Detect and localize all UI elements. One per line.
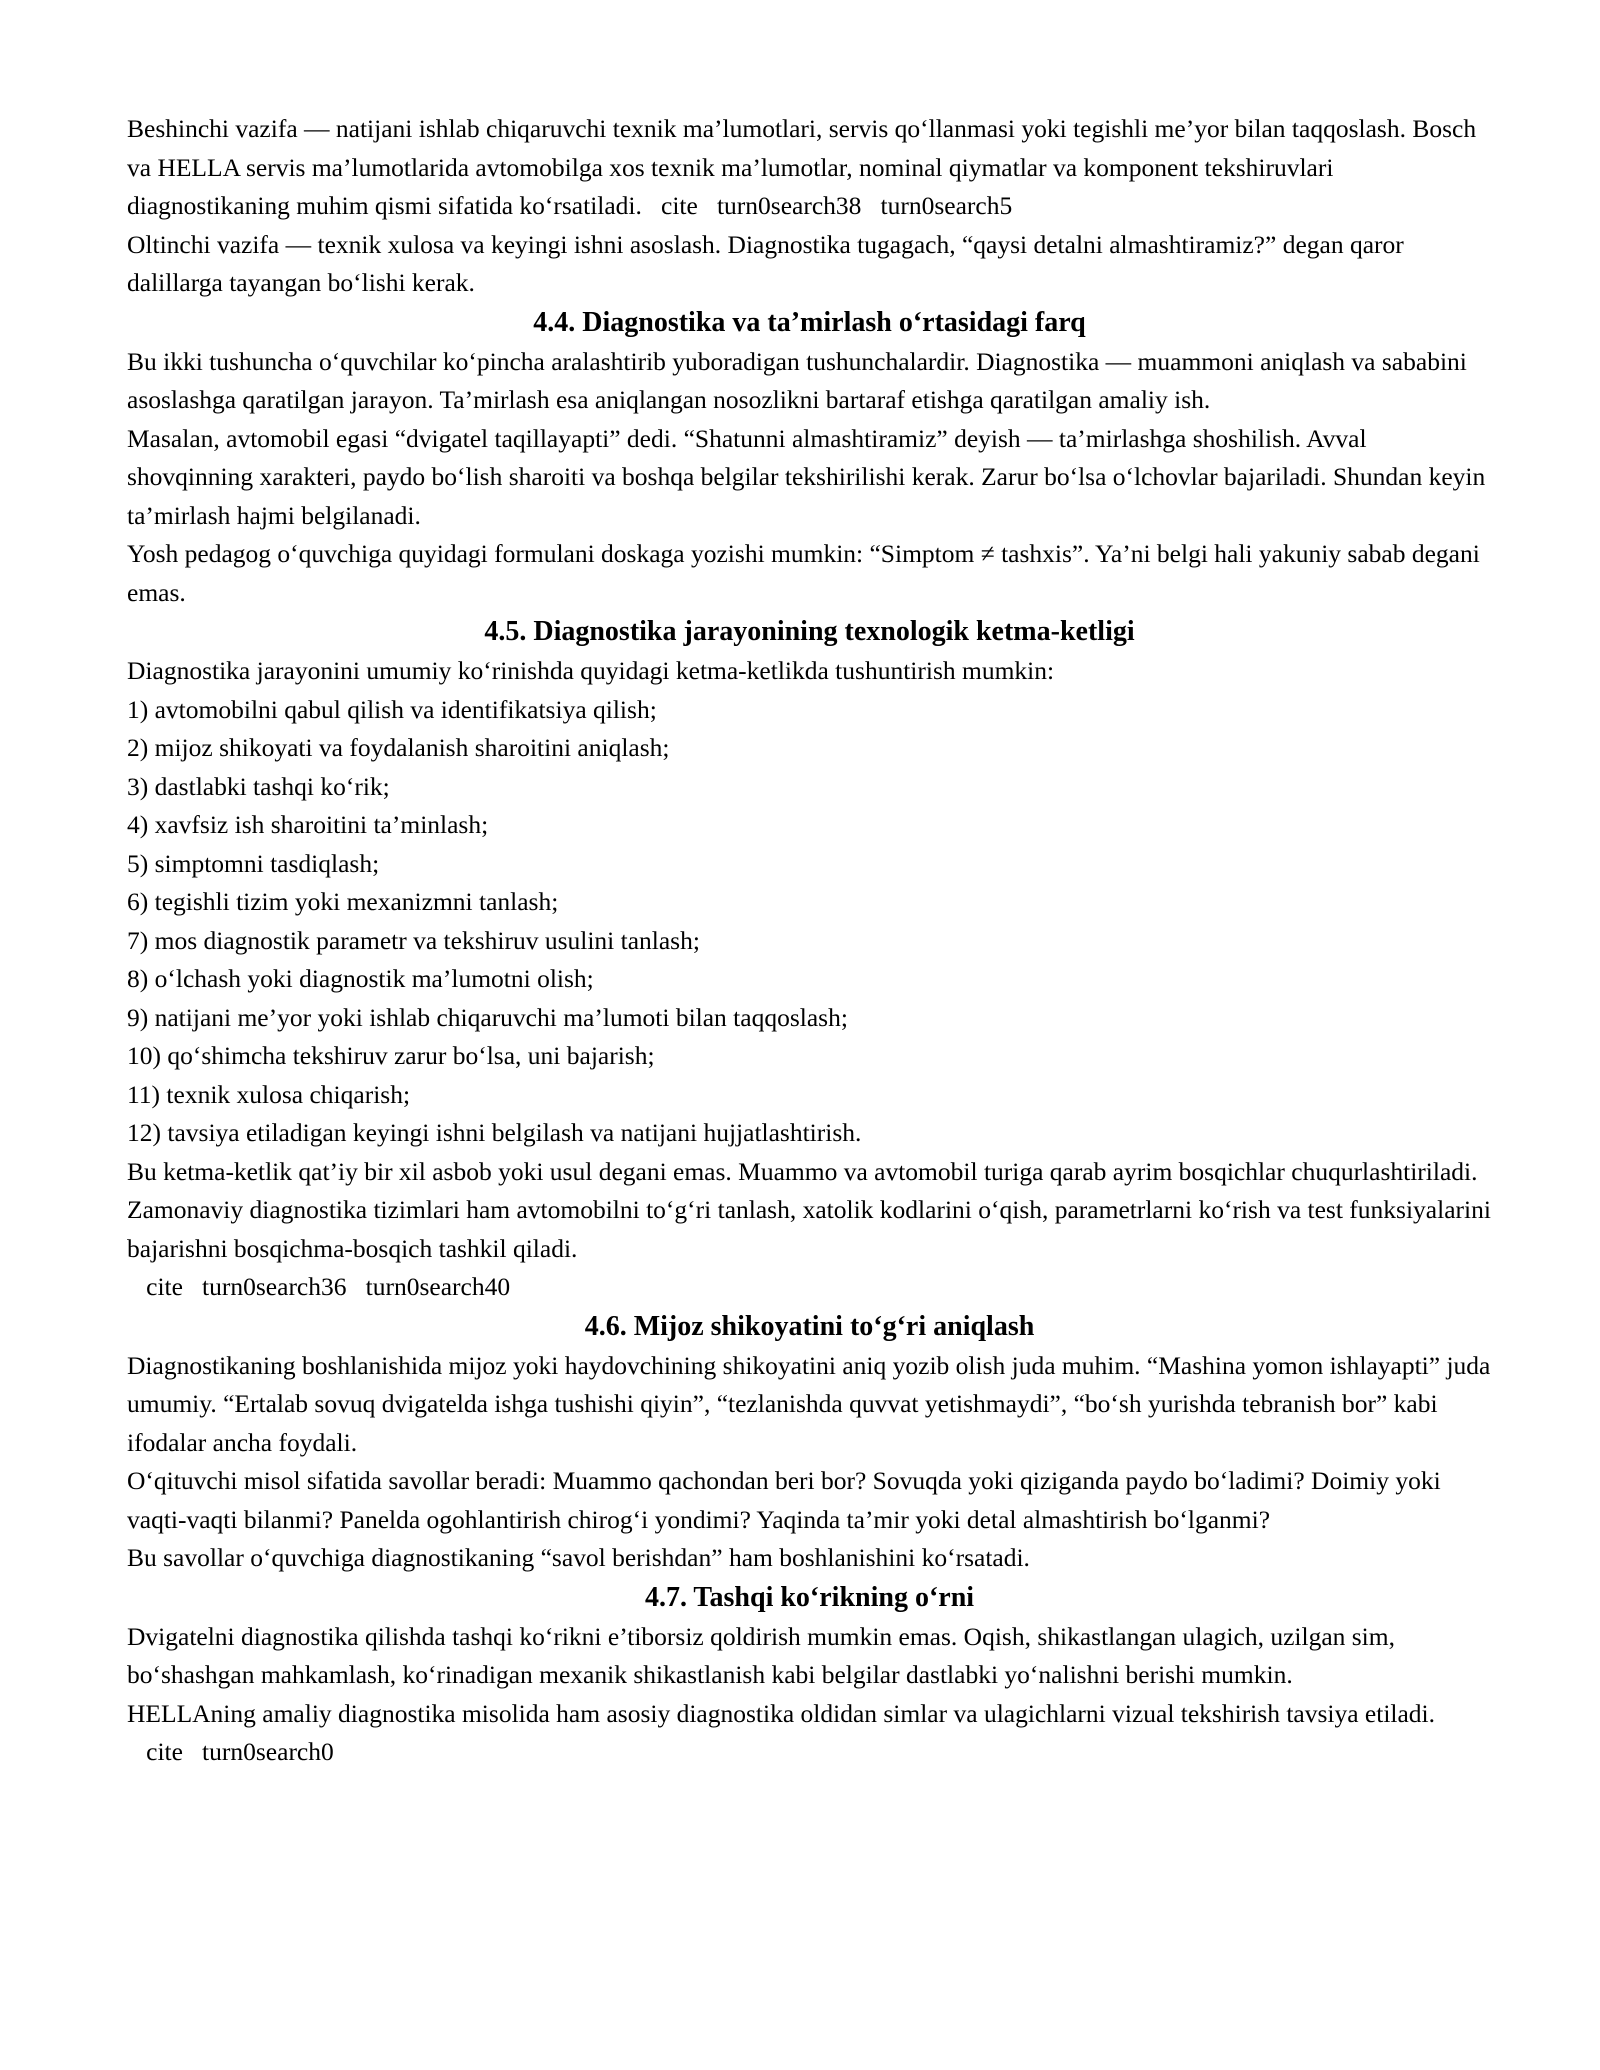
paragraph-fifth-task — [127, 110, 1492, 226]
citation-marker: cite turn0search38 turn0search5 — [641, 191, 1013, 220]
paragraph-questions-summary: Bu savollar o‘quvchiga diagnostikaning “savol berishdan” ham boshlanishini ko‘rsatadi. — [127, 1543, 1030, 1572]
list-item: 5) simptomni tasdiqlash; — [127, 848, 380, 878]
list-item: 1) avtomobilni qabul qilish va identifikatsiya qilish; — [127, 694, 657, 724]
list-item: 11) texnik xulosa chiqarish; — [127, 1079, 411, 1109]
paragraph-questions: O‘qituvchi misol sifatida savollar beradi: Muammo qachondan beri bor? Sovuqda yoki qiziganda paydo bo‘ladimi? Doimiy yoki vaqti-vaqti bilanmi? Panelda ogohlantirish chirog‘i yondimi? Yaqinda ta’mir yoki detal almashtirish bo‘lganmi? — [127, 1466, 1441, 1534]
sequence-list — [127, 691, 1492, 1153]
list-item: 9) natijani me’yor yoki ishlab chiqaruvchi ma’lumoti bilan taqqoslash; — [127, 1002, 848, 1032]
citation-marker: cite turn0search0 — [127, 1737, 334, 1766]
paragraph-example: Masalan, avtomobil egasi “dvigatel taqillayapti” dedi. “Shatunni almashtiramiz” deyish — ta’mirlashga shoshilish. Avval shovqinning xarakteri, paydo bo‘lish sharoiti va boshqa belgilar tekshirilishi kerak. Zarur bo‘lsa o‘lchovlar bajariladi. Shundan keyin ta’mirlash hajmi belgilanadi. — [127, 423, 1486, 530]
section-heading-4-4: 4.4. Diagnostika va ta’mirlash o‘rtasidagi farq — [533, 306, 1086, 338]
paragraph-sixth-task: Oltinchi vazifa — texnik xulosa va keyingi ishni asoslash. Diagnostika tugagach, “qaysi detalni almashtiramiz?” degan qaror dalillarga tayangan bo‘lishi kerak. — [127, 229, 1404, 297]
section-heading-4-7: 4.7. Tashqi ko‘rikning o‘rni — [644, 1581, 975, 1613]
paragraph-sequence-note: Bu ketma-ketlik qat’iy bir xil asbob yoki usul degani emas. Muammo va avtomobil turiga qarab ayrim bosqichlar chuqurlashtiriladi. Zamonaviy diagnostika tizimlari ham avtomobilni to‘g‘ri tanlash, xatolik kodlarini o‘qish, parametrlarni ko‘rish va test funksiyalarini bajarishni bosqichma-bosqich tashkil qiladi. — [127, 1156, 1491, 1263]
list-item: 7) mos diagnostik parametr va tekshiruv usulini tanlash; — [127, 925, 700, 955]
document-page — [127, 110, 1492, 1772]
list-item: 4) xavfsiz ish sharoitini ta’minlash; — [127, 810, 489, 839]
paragraph-text: Beshinchi vazifa — natijani ishlab chiqaruvchi texnik ma’lumotlari, servis qo‘llanmasi yoki tegishli me’yor bilan taqqoslash. Bosch va HELLA servis ma’lumotlarida avtomobilga xos texnik ma’lumotlar, nominal qiymatlar va komponent tekshiruvlari diagnostikaning muhim qismi sifatida ko‘rsatiladi. — [127, 114, 1477, 220]
list-item: 8) o‘lchash yoki diagnostik ma’lumotni olish; — [127, 964, 594, 993]
list-item: 6) tegishli tizim yoki mexanizmni tanlash; — [127, 887, 559, 916]
section-heading-4-6: 4.6. Mijoz shikoyatini to‘g‘ri aniqlash — [584, 1310, 1035, 1342]
paragraph-text: HELLAning amaliy diagnostika misolida ham asosiy diagnostika oldidan simlar va ulagichlarni vizual tekshirish tavsiya etiladi. — [127, 1698, 1436, 1728]
citation-marker: cite turn0search36 turn0search40 — [127, 1272, 511, 1301]
paragraph-complaint: Diagnostikaning boshlanishida mijoz yoki haydovchining shikoyatini aniq yozib olish juda muhim. “Mashina yomon ishlayapti” juda umumiy. “Ertalab sovuq dvigatelda ishga tushishi qiyin”, “tezlanishda quvvat yetishmaydi”, “bo‘sh yurishda tebranish bor” kabi ifodalar ancha foydali. — [127, 1350, 1491, 1457]
paragraph-formula: Yosh pedagog o‘quvchiga quyidagi formulani doskaga yozishi mumkin: “Simptom ≠ tashxis”. Ya’ni belgi hali yakuniy sabab degani emas. — [127, 539, 1480, 607]
list-item: 3) dastlabki tashqi ko‘rik; — [127, 771, 390, 801]
list-item: 10) qo‘shimcha tekshiruv zarur bo‘lsa, uni bajarish; — [127, 1041, 655, 1070]
section-heading-4-5: 4.5. Diagnostika jarayonining texnologik ketma-ketligi — [484, 616, 1135, 647]
list-item: 2) mijoz shikoyati va foydalanish sharoitini aniqlash; — [127, 733, 670, 762]
paragraph-diagnostics-vs-repair: Bu ikki tushuncha o‘quvchilar ko‘pincha aralashtirib yuboradigan tushunchalardir. Diagnostika — muammoni aniqlash va sababini asoslashga qaratilgan jarayon. Ta’mirlash esa aniqlangan nosozlikni bartaraf etishga qaratilgan amaliy ish. — [127, 346, 1467, 414]
paragraph-hella-example — [127, 1695, 1492, 1772]
paragraph-sequence-intro: Diagnostika jarayonini umumiy ko‘rinishda quyidagi ketma-ketlikda tushuntirish mumkin: — [127, 656, 1055, 685]
paragraph-visual-inspection: Dvigatelni diagnostika qilishda tashqi ko‘rikni e’tiborsiz qoldirish mumkin emas. Oqish, shikastlangan ulagich, uzilgan sim, bo‘shashgan mahkamlash, ko‘rinadigan mexanik shikastlanish kabi belgilar dastlabki yo‘nalishni berishi mumkin. — [127, 1621, 1395, 1689]
list-item: 12) tavsiya etiladigan keyingi ishni belgilash va natijani hujjatlashtirish. — [127, 1118, 862, 1147]
